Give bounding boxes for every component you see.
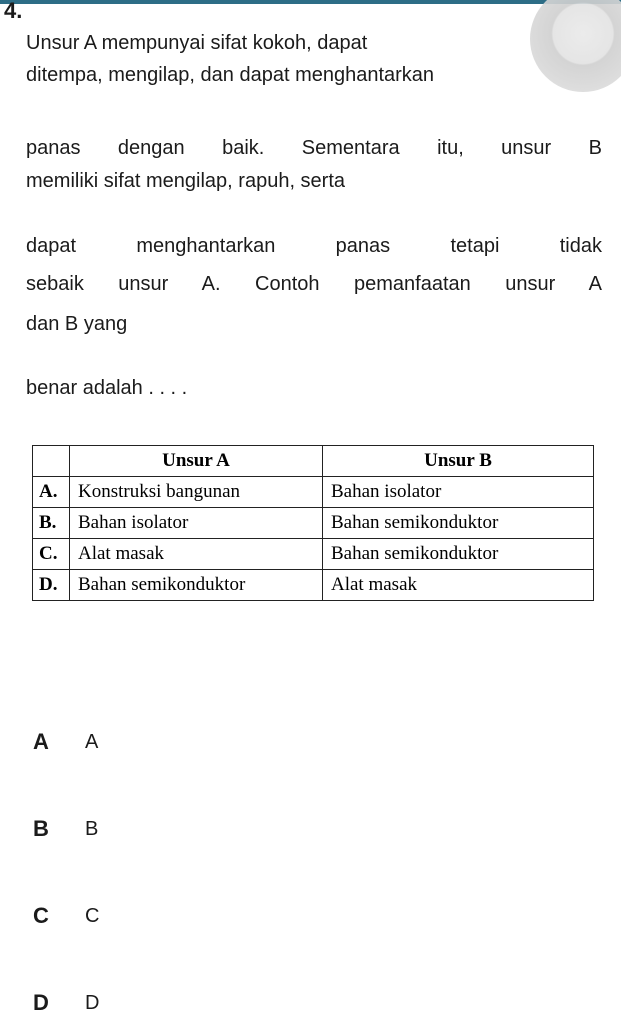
option-a[interactable] <box>33 722 233 762</box>
question-text-line: panas dengan baik. Sementara itu, unsur B <box>26 137 602 159</box>
cell-unsur-b: Bahan semikonduktor <box>323 539 594 570</box>
row-letter: A. <box>33 477 70 508</box>
table-row <box>33 508 594 539</box>
option-c[interactable] <box>33 896 233 936</box>
option-text: C <box>85 904 100 927</box>
option-letter: B <box>33 816 49 841</box>
row-letter: C. <box>33 539 70 570</box>
question-text-line: sebaik unsur A. Contoh pemanfaatan unsur A <box>26 273 602 295</box>
question-number: 4. <box>4 0 23 23</box>
cell-unsur-a: Bahan semikonduktor <box>70 570 323 601</box>
row-letter: D. <box>33 570 70 601</box>
table-row <box>33 477 594 508</box>
option-d[interactable] <box>33 983 233 1023</box>
question-text-line: dan B yang <box>26 313 128 335</box>
option-letter: D <box>33 990 49 1015</box>
cell-unsur-a: Konstruksi bangunan <box>70 477 323 508</box>
option-text: B <box>85 817 99 840</box>
question-text-line: benar adalah . . . . <box>26 377 188 399</box>
question-text-line: memiliki sifat mengilap, rapuh, serta <box>26 170 346 192</box>
table-row <box>33 570 594 601</box>
table-header-row <box>33 446 594 477</box>
top-accent-bar <box>0 0 621 4</box>
cell-unsur-b: Bahan semikonduktor <box>323 508 594 539</box>
option-letter: A <box>33 729 49 754</box>
question-text-line: ditempa, mengilap, dan dapat menghantarkan <box>26 64 435 86</box>
answer-table <box>32 445 594 601</box>
option-text: D <box>85 991 100 1014</box>
table-row <box>33 539 594 570</box>
option-b[interactable] <box>33 809 233 849</box>
cell-unsur-b: Bahan isolator <box>323 477 594 508</box>
table-header-unsur-a: Unsur A <box>70 446 323 477</box>
cell-unsur-a: Bahan isolator <box>70 508 323 539</box>
row-letter: B. <box>33 508 70 539</box>
cell-unsur-a: Alat masak <box>70 539 323 570</box>
option-text: A <box>85 730 99 753</box>
question-text-line: dapat menghantarkan panas tetapi tidak <box>26 235 602 257</box>
table-header-unsur-b: Unsur B <box>323 446 594 477</box>
cell-unsur-b: Alat masak <box>323 570 594 601</box>
table-header-letter <box>33 446 70 477</box>
option-letter: C <box>33 903 49 928</box>
question-text-line: Unsur A mempunyai sifat kokoh, dapat <box>26 32 368 54</box>
